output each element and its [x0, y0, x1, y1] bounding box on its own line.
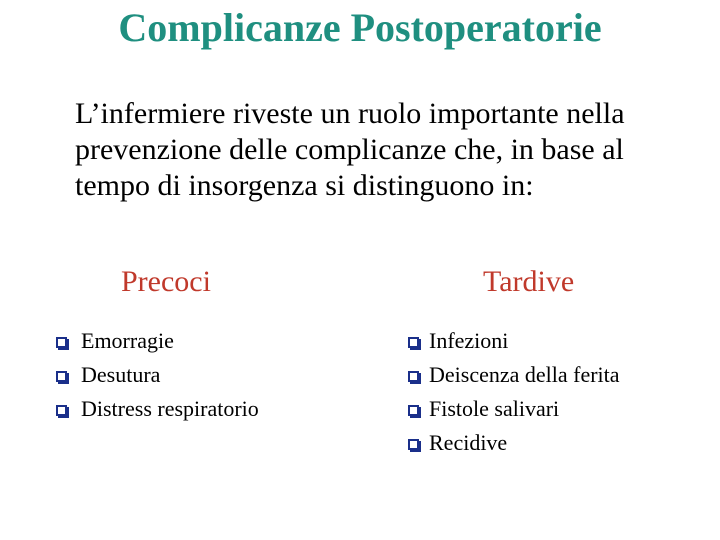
list-item-label: Fistole salivari	[429, 396, 560, 421]
list-item-label: Emorragie	[81, 328, 174, 353]
list-item	[56, 358, 259, 392]
list-item-label: Deiscenza della ferita	[429, 362, 620, 387]
list-item-label: Desutura	[81, 362, 161, 387]
tardive-list	[408, 324, 620, 460]
list-item	[408, 324, 620, 358]
page-title: Complicanze Postoperatorie	[118, 5, 602, 50]
square-bullet-icon	[408, 405, 419, 416]
square-bullet-icon	[408, 337, 419, 348]
square-bullet-icon	[56, 337, 67, 348]
column-heading-tardive: Tardive	[483, 265, 575, 298]
list-item	[408, 358, 620, 392]
list-item-label: Distress respiratorio	[81, 396, 259, 421]
list-item	[408, 426, 620, 460]
square-bullet-icon	[56, 371, 67, 382]
list-item-label: Recidive	[429, 430, 508, 455]
intro-paragraph	[75, 96, 695, 204]
intro-line: L’infermiere riveste un ruolo importante nella	[75, 97, 625, 130]
intro-line: prevenzione delle complicanze che, in base al	[75, 133, 624, 166]
list-item	[408, 392, 620, 426]
square-bullet-icon	[408, 371, 419, 382]
list-item	[56, 392, 259, 426]
column-heading-precoci: Precoci	[121, 265, 211, 298]
list-item-label: Infezioni	[429, 328, 509, 353]
square-bullet-icon	[408, 439, 419, 450]
intro-line: tempo di insorgenza si distinguono in:	[75, 169, 534, 202]
square-bullet-icon	[56, 405, 67, 416]
list-item	[56, 324, 259, 358]
precoci-list	[56, 324, 259, 426]
